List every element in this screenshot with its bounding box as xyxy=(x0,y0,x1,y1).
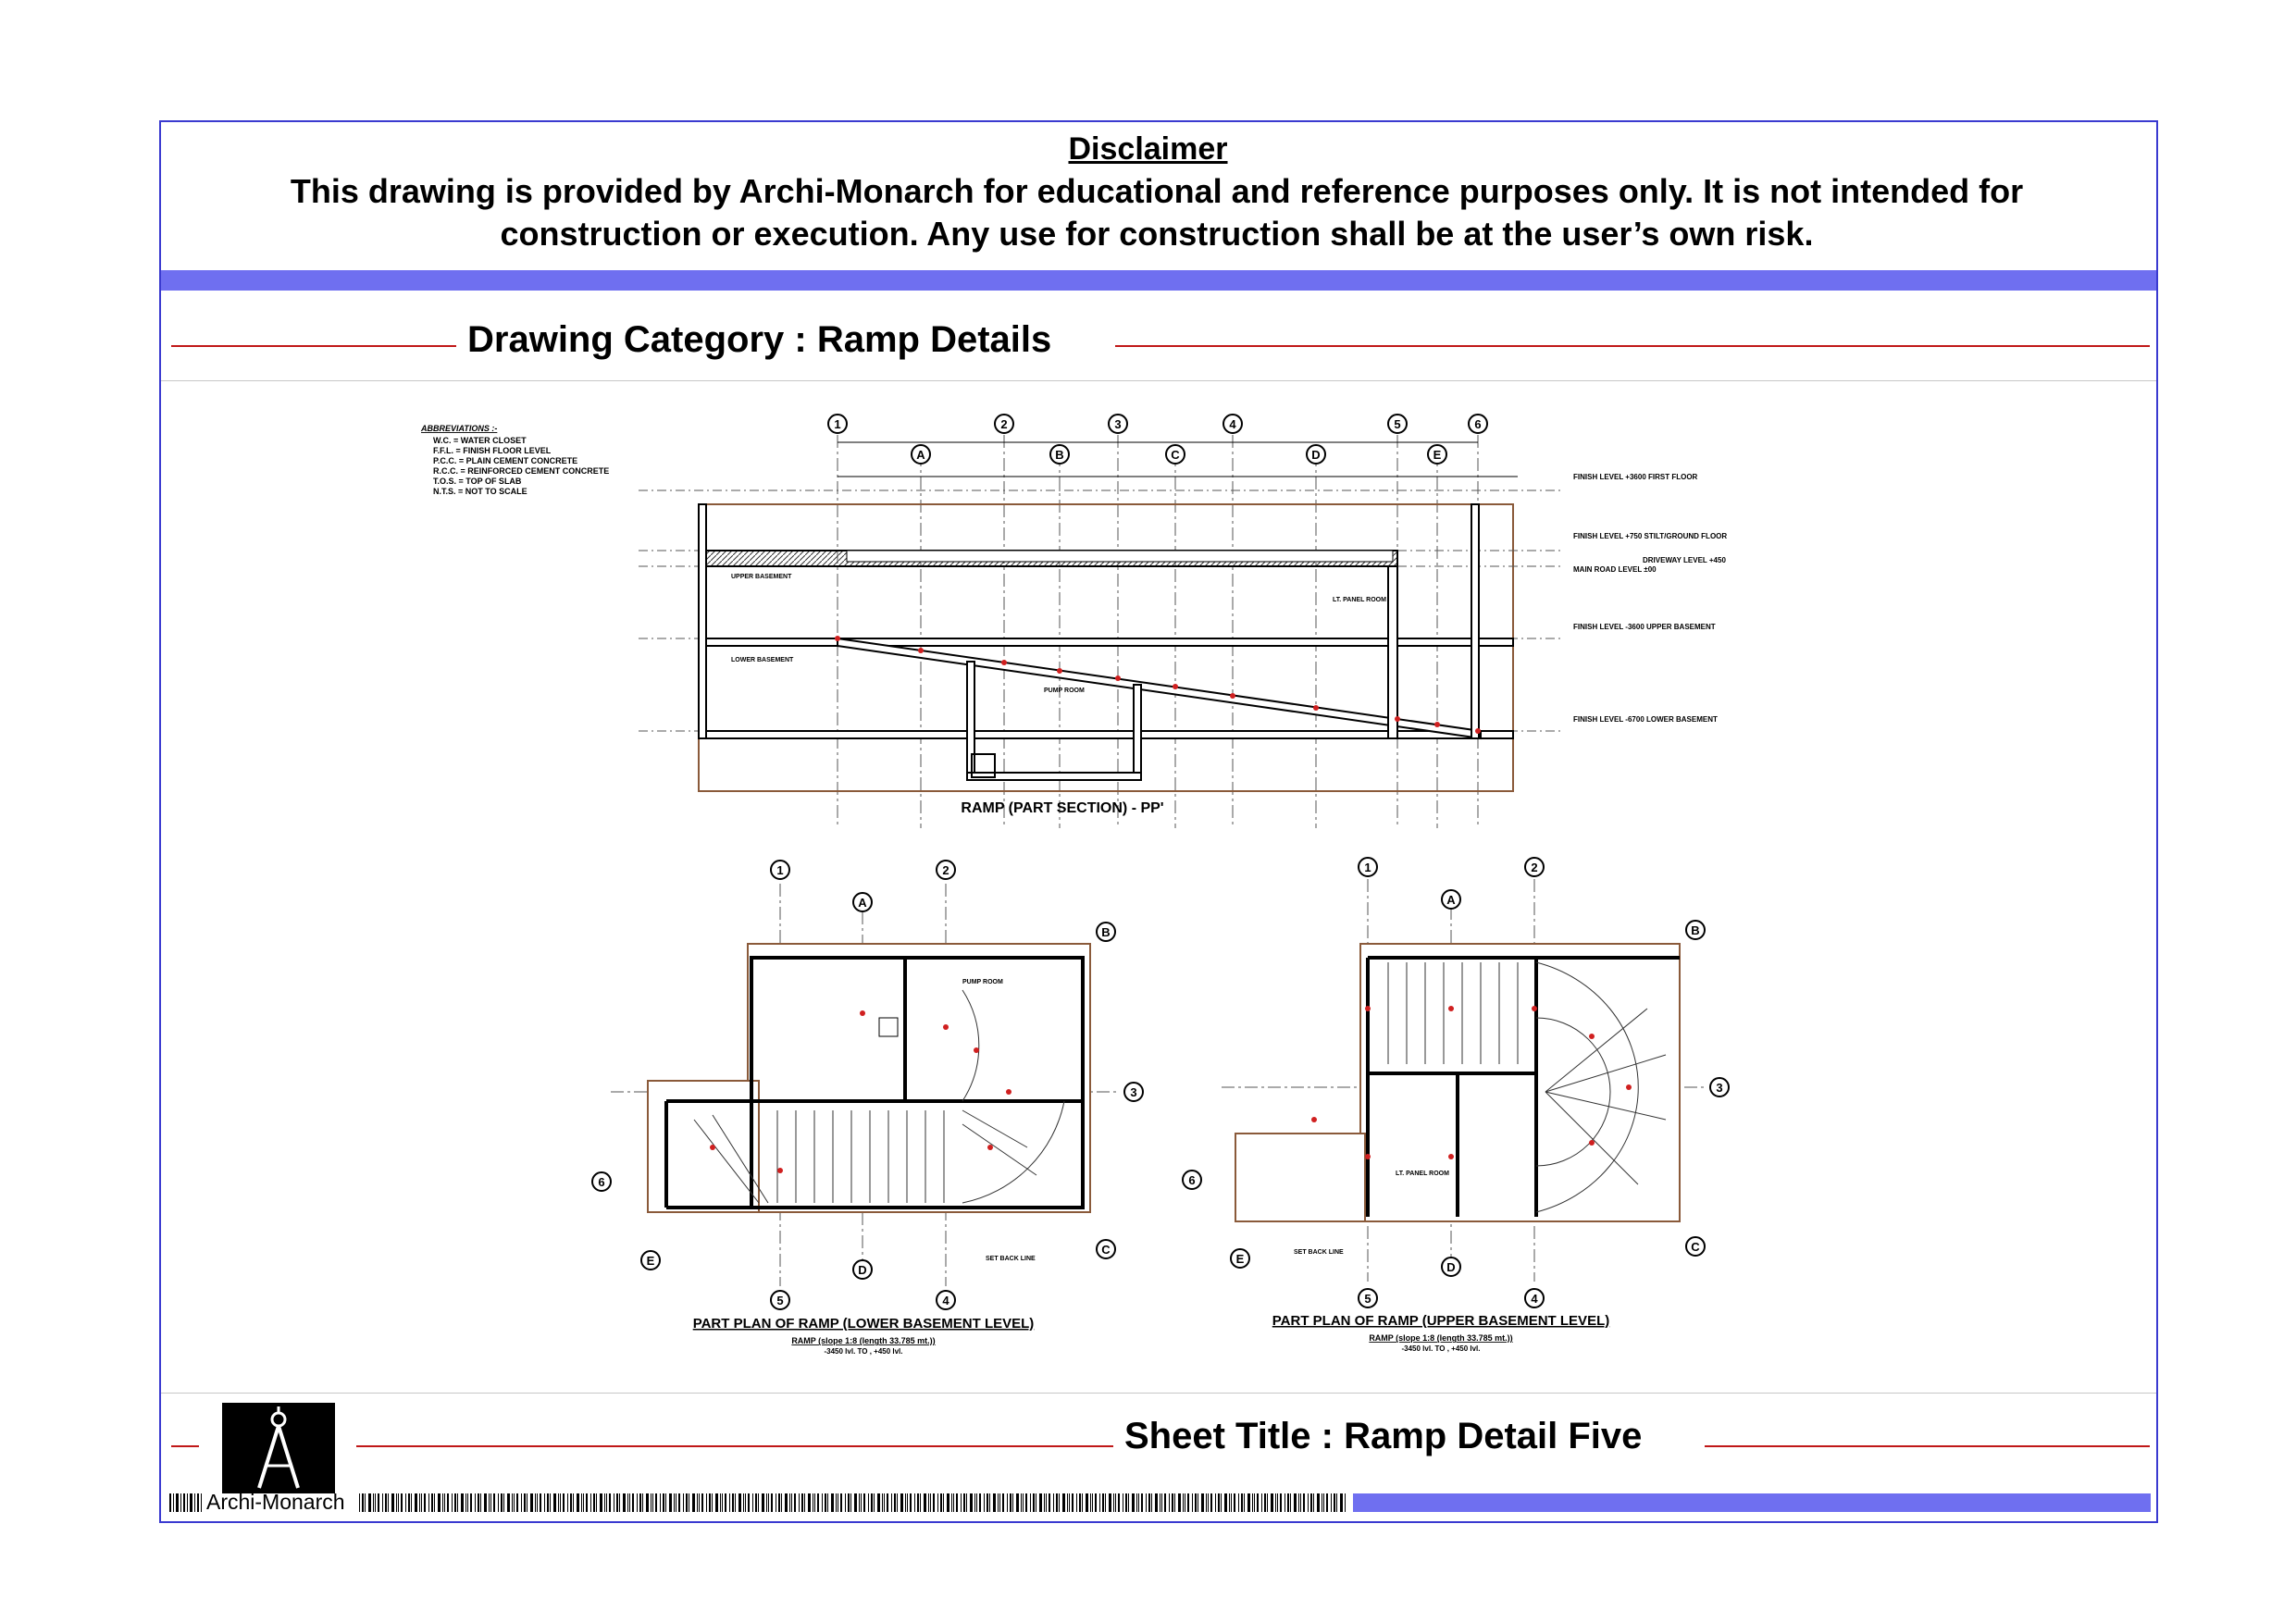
level-label: FINISH LEVEL +750 STILT/GROUND FLOOR xyxy=(1573,532,1728,540)
plan-marker: 6 xyxy=(598,1175,605,1189)
abbreviations-title: ABBREVIATIONS :- xyxy=(421,424,498,433)
abbr-item: N.T.S. = NOT TO SCALE xyxy=(433,487,527,496)
plan-marker: 1 xyxy=(776,863,784,877)
setback-note: SET BACK LINE xyxy=(1294,1249,1344,1256)
barcode-right xyxy=(359,1493,1347,1512)
brand-logo xyxy=(222,1403,335,1493)
abbr-item: T.O.S. = TOP OF SLAB xyxy=(433,477,522,486)
ramp-section-drawing xyxy=(639,415,1727,828)
plan-marker: C xyxy=(1691,1240,1700,1254)
section-grid-label: 5 xyxy=(1394,417,1401,431)
section-room-label: LT. PANEL ROOM xyxy=(1333,597,1386,603)
plan-upper-basement xyxy=(1183,858,1729,1353)
setback-note: SET BACK LINE xyxy=(986,1256,1036,1262)
sheet-title: Sheet Title : Ramp Detail Five xyxy=(1124,1416,1643,1456)
plan-marker: 6 xyxy=(1188,1173,1196,1187)
plan-title: PART PLAN OF RAMP (LOWER BASEMENT LEVEL) xyxy=(692,1316,1035,1332)
plan-levels: -3450 lvl. TO , +450 lvl. xyxy=(1401,1344,1481,1353)
plan-marker: A xyxy=(1446,893,1456,907)
plan-marker: E xyxy=(646,1254,655,1268)
abbr-item: P.C.C. = PLAIN CEMENT CONCRETE xyxy=(433,456,578,465)
plan-title: PART PLAN OF RAMP (UPPER BASEMENT LEVEL) xyxy=(1272,1313,1610,1329)
section-room-label: LOWER BASEMENT xyxy=(731,657,794,663)
section-room-label: UPPER BASEMENT xyxy=(731,574,792,580)
title-rule-left-short xyxy=(171,1445,199,1447)
footer-band xyxy=(1353,1493,2151,1512)
section-grid-label: C xyxy=(1171,448,1180,462)
level-label: FINISH LEVEL -3600 UPPER BASEMENT xyxy=(1573,623,1716,631)
section-grid-label: D xyxy=(1311,448,1321,462)
plan-marker: 2 xyxy=(1531,861,1538,874)
section-grid-label: 4 xyxy=(1229,417,1236,431)
barcode-left xyxy=(169,1493,205,1512)
plan-marker: D xyxy=(1446,1260,1456,1274)
level-label: FINISH LEVEL -6700 LOWER BASEMENT xyxy=(1573,715,1718,724)
compass-icon xyxy=(222,1403,335,1493)
plan-marker: 4 xyxy=(942,1294,949,1307)
plan-marker: 3 xyxy=(1130,1085,1137,1099)
disclaimer-title: Disclaimer xyxy=(1068,131,1228,167)
level-label: MAIN ROAD LEVEL ±00 xyxy=(1573,565,1657,574)
plan-room-label: LT. PANEL ROOM xyxy=(1396,1171,1449,1177)
plan-subtitle: RAMP (slope 1:8 (length 33.785 mt.)) xyxy=(1369,1333,1513,1343)
disclaimer-line-1: This drawing is provided by Archi-Monarch for educational and reference purposes only. It is not intended for xyxy=(290,172,2024,210)
abbreviations-block xyxy=(420,424,609,496)
plan-marker: B xyxy=(1691,923,1700,937)
plan-marker: 2 xyxy=(942,863,949,877)
plan-marker: 5 xyxy=(776,1294,784,1307)
level-label: DRIVEWAY LEVEL +450 xyxy=(1643,556,1726,564)
section-grid-label: E xyxy=(1433,448,1442,462)
title-rule-left xyxy=(356,1445,1113,1447)
plan-marker: E xyxy=(1235,1252,1245,1266)
plan-marker: B xyxy=(1101,925,1111,939)
plan-levels: -3450 lvl. TO , +450 lvl. xyxy=(824,1347,903,1356)
plan-lower-basement xyxy=(592,861,1143,1356)
abbr-item: R.C.C. = REINFORCED CEMENT CONCRETE xyxy=(433,466,610,476)
section-grid-label: 3 xyxy=(1114,417,1122,431)
section-room-label: PUMP ROOM xyxy=(1044,688,1085,694)
disclaimer-line-2: construction or execution. Any use for construction shall be at the user’s own risk. xyxy=(500,215,1814,253)
plan-marker: 1 xyxy=(1364,861,1371,874)
section-grid-label: 6 xyxy=(1474,417,1482,431)
plan-marker: C xyxy=(1101,1243,1111,1257)
brand-name: Archi-Monarch xyxy=(206,1490,345,1514)
plan-room-label: PUMP ROOM xyxy=(962,979,1003,985)
section-grid-label: 2 xyxy=(1000,417,1008,431)
section-grid-label: B xyxy=(1055,448,1064,462)
plan-marker: 5 xyxy=(1364,1292,1371,1306)
plan-subtitle: RAMP (slope 1:8 (length 33.785 mt.)) xyxy=(791,1336,936,1345)
footer-divider xyxy=(161,1393,2156,1394)
plan-marker: 4 xyxy=(1531,1292,1538,1306)
section-grid-label: A xyxy=(916,448,925,462)
abbr-item: W.C. = WATER CLOSET xyxy=(433,436,527,445)
level-label: FINISH LEVEL +3600 FIRST FLOOR xyxy=(1573,473,1698,481)
section-grid-label: 1 xyxy=(834,417,841,431)
plan-marker: 3 xyxy=(1716,1081,1723,1095)
section-title: RAMP (PART SECTION) - PP' xyxy=(961,800,1164,816)
title-rule-right xyxy=(1705,1445,2150,1447)
plan-marker: D xyxy=(858,1263,867,1277)
drawing-category: Drawing Category : Ramp Details xyxy=(467,319,1052,360)
abbr-item: F.F.L. = FINISH FLOOR LEVEL xyxy=(433,446,552,455)
plan-marker: A xyxy=(858,896,867,910)
